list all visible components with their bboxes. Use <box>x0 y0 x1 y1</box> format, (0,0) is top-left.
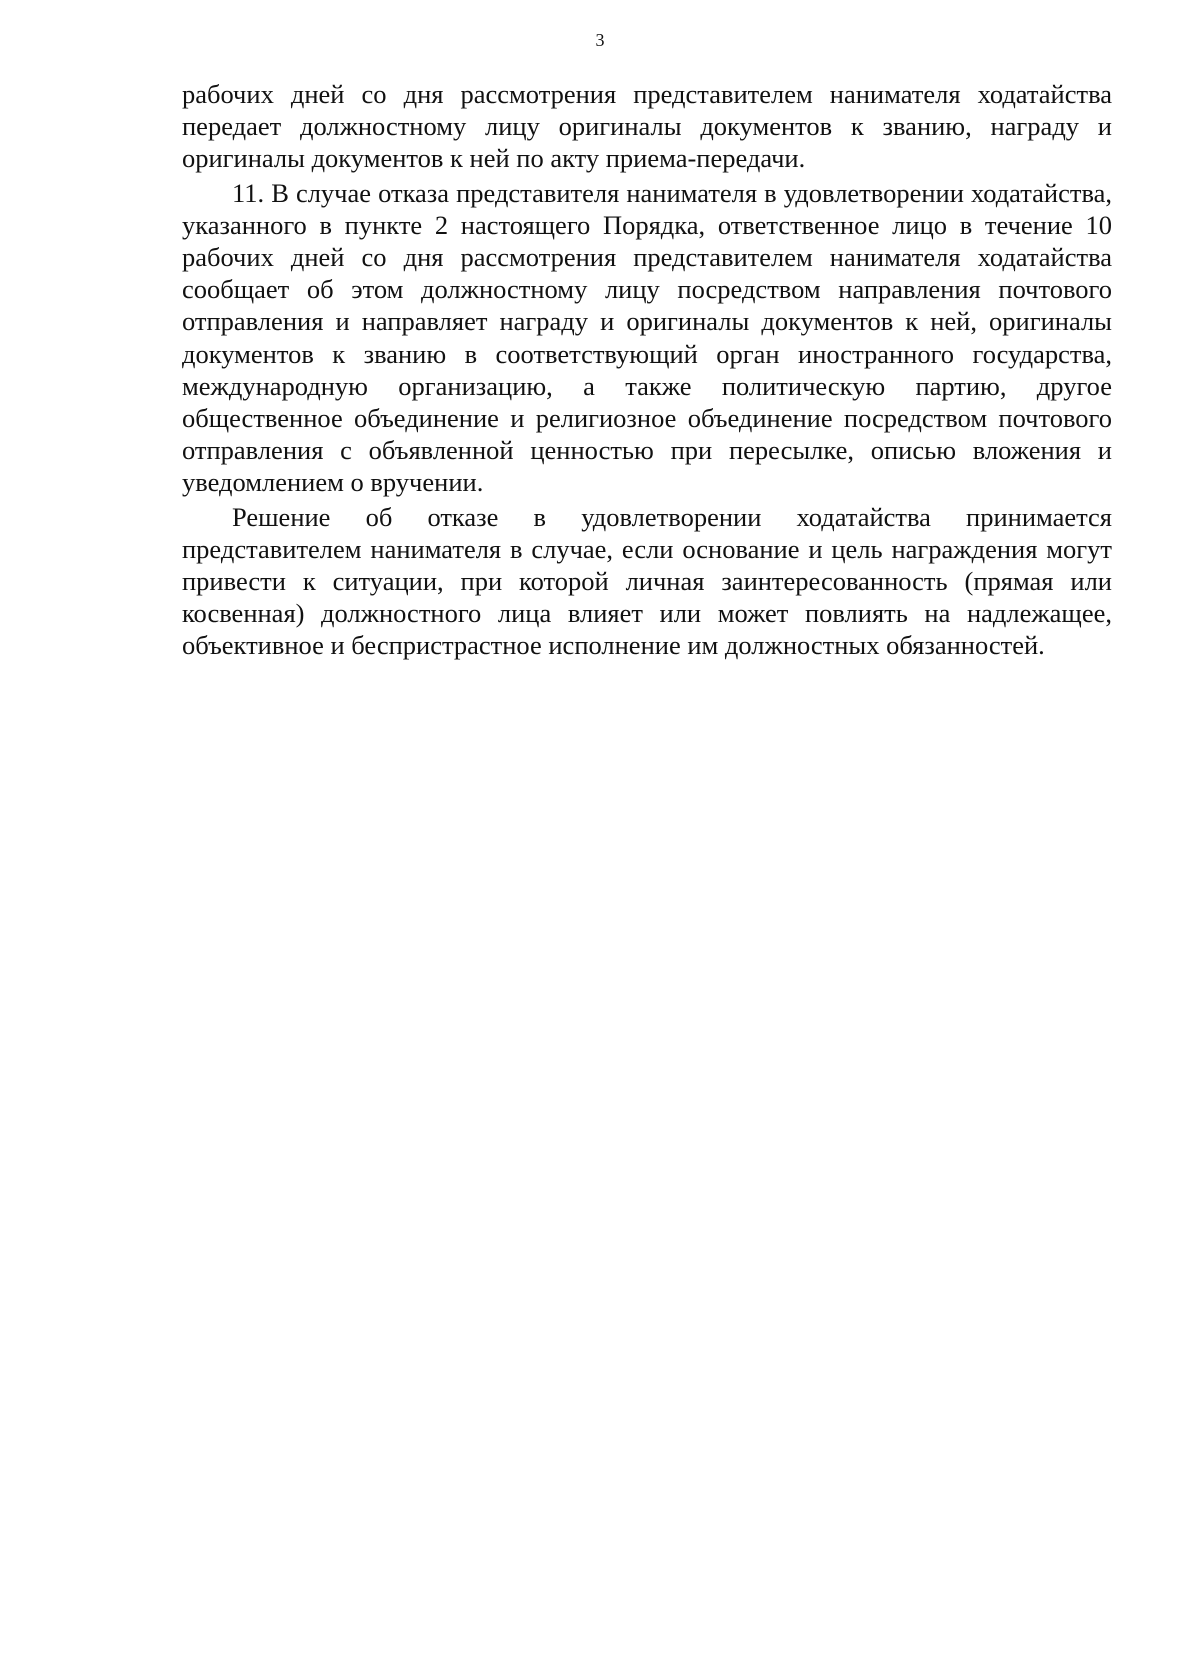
document-body <box>182 78 1112 664</box>
paragraph-item-11: 11. В случае отказа представителя нанимателя в удовлетворении ходатайства, указанного в пункте 2 настоящего Порядка, ответственное лицо в течение 10 рабочих дней со дня рассмотрения представителем нанимателя ходатайства сообщает об этом должностному лицу посредством направления почтового отправления и направляет награду и оригиналы документов к ней, оригиналы документов к званию в соответствующий орган иностранного государства, международную организацию, а также политическую партию, другое общественное объединение и религиозное объединение посредством почтового отправления с объявленной ценностью при пересылке, описью вложения и уведомлением о вручении. <box>182 177 1112 498</box>
paragraph-refusal-decision: Решение об отказе в удовлетворении ходатайства принимается представителем нанимателя в случае, если основание и цель награждения могут привести к ситуации, при которой личная заинтересованность (прямая или косвенная) должностного лица влияет или может повлиять на надлежащее, объективное и беспристрастное исполнение им должностных обязанностей. <box>182 501 1112 661</box>
page-number: 3 <box>595 30 605 50</box>
paragraph-continuation: рабочих дней со дня рассмотрения представителем нанимателя ходатайства передает должностному лицу оригиналы документов к званию, награду и оригиналы документов к ней по акту приема-передачи. <box>182 79 1112 174</box>
